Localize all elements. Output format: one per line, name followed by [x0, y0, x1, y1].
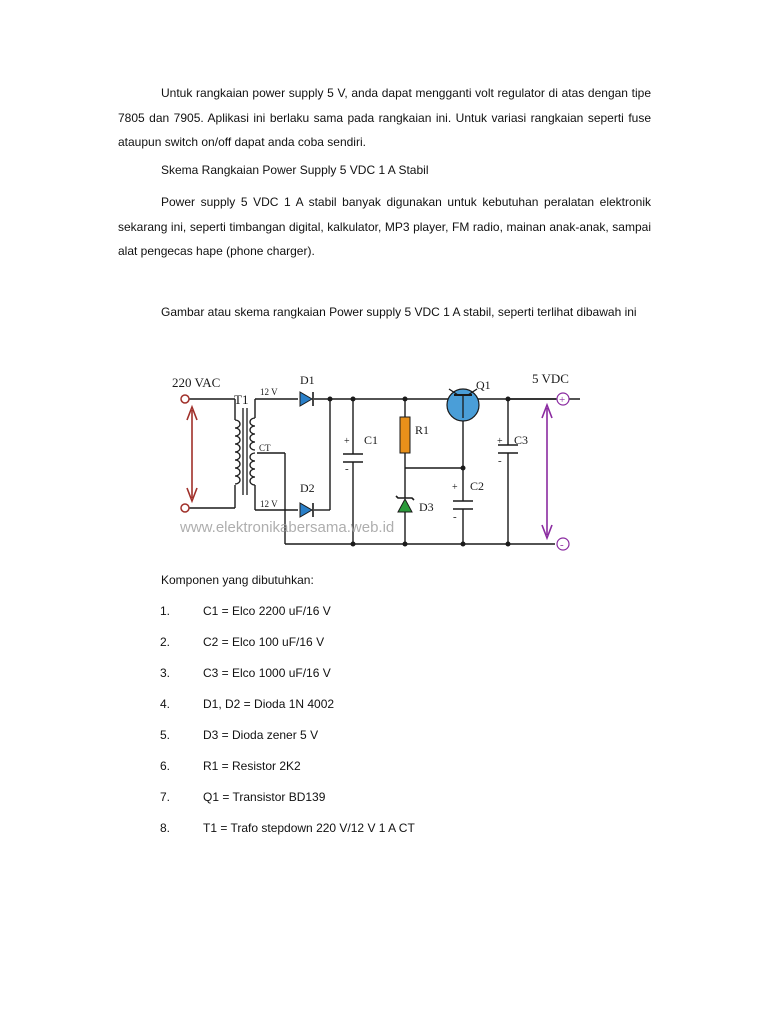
center-tap-label: CT	[259, 443, 271, 453]
capacitor-c1-symbol	[343, 454, 363, 462]
diode-d1-label: D1	[300, 373, 315, 387]
description-text: Power supply 5 VDC 1 A stabil banyak digunakan untuk kebutuhan peralatan elektronik sekarang ini, seperti timbangan digital, kalkulator, MP3 player, FM radio, mainan anak-anak, sampai alat pengecas hape (phone charger).	[118, 195, 651, 258]
list-item-text: D1, D2 = Dioda 1N 4002	[203, 697, 335, 711]
list-item-text: R1 = Resistor 2K2	[203, 759, 301, 773]
components-heading: Komponen yang dibutuhkan:	[161, 573, 314, 587]
output-minus-sign: -	[560, 539, 564, 551]
output-voltage-arrow	[542, 405, 552, 538]
watermark-text: www.elektronikabersama.web.id	[180, 519, 395, 536]
intro-text: Untuk rangkaian power supply 5 V, anda dapat mengganti volt regulator di atas dengan tipe 7805 dan 7905. Aplikasi ini berlaku sama pada rangkaian ini. Untuk variasi rangkaian seperti fuse ataupun switch on/off dapat anda coba sendiri.	[118, 86, 651, 149]
c1-minus-sign: -	[345, 463, 349, 475]
schema-heading: Skema Rangkaian Power Supply 5 VDC 1 A Stabil	[161, 163, 429, 177]
input-terminal-top	[181, 395, 189, 403]
transformer-label: T1	[234, 392, 249, 407]
output-plus-sign: +	[559, 394, 566, 406]
description-paragraph	[118, 190, 651, 264]
list-item-text: D3 = Dioda zener 5 V	[203, 728, 319, 742]
zener-d3-label: D3	[419, 500, 434, 514]
list-item-text: C2 = Elco 100 uF/16 V	[203, 635, 325, 649]
input-voltage-arrow	[187, 407, 197, 501]
list-item-text: C1 = Elco 2200 uF/16 V	[203, 604, 331, 618]
list-item-number: 3.	[160, 666, 171, 680]
c3-minus-sign: -	[498, 455, 502, 467]
list-item-number: 2.	[160, 635, 171, 649]
output-voltage-label: 5 VDC	[532, 371, 569, 386]
resistor-r1-label: R1	[415, 423, 430, 437]
capacitor-c2-symbol	[453, 501, 473, 509]
intro-paragraph	[118, 81, 651, 155]
list-item-text: T1 = Trafo stepdown 220 V/12 V 1 A CT	[203, 821, 415, 835]
transformer-t1	[235, 408, 255, 495]
transistor-q1-label: Q1	[476, 378, 491, 392]
secondary-top-label: 12 V	[260, 387, 278, 397]
capacitor-c3-label: C3	[514, 433, 529, 447]
capacitor-c2-label: C2	[470, 479, 485, 493]
circuit-diagram	[160, 360, 580, 560]
list-item-number: 8.	[160, 821, 171, 835]
input-terminal-bottom	[181, 504, 189, 512]
list-item-number: 6.	[160, 759, 171, 773]
input-voltage-label: 220 VAC	[172, 375, 221, 390]
diode-d2-symbol	[300, 503, 313, 517]
capacitor-c1-label: C1	[364, 433, 379, 447]
list-item-number: 1.	[160, 604, 171, 618]
c2-minus-sign: -	[453, 511, 457, 523]
secondary-bottom-label: 12 V	[260, 499, 278, 509]
list-item-number: 5.	[160, 728, 171, 742]
c3-plus-sign: +	[497, 436, 503, 447]
transistor-q1-symbol	[447, 389, 479, 421]
figure-caption: Gambar atau skema rangkaian Power supply 5 VDC 1 A stabil, seperti terlihat dibawah ini	[161, 305, 637, 319]
c1-plus-sign: +	[344, 436, 350, 447]
list-item-number: 4.	[160, 697, 171, 711]
c2-plus-sign: +	[452, 482, 458, 493]
list-item-text: Q1 = Transistor BD139	[203, 790, 326, 804]
resistor-r1-symbol	[400, 417, 410, 453]
diode-d1-symbol	[300, 392, 313, 406]
list-item-number: 7.	[160, 790, 171, 804]
diode-d2-label: D2	[300, 481, 315, 495]
zener-d3-symbol	[396, 496, 414, 512]
list-item-text: C3 = Elco 1000 uF/16 V	[203, 666, 331, 680]
